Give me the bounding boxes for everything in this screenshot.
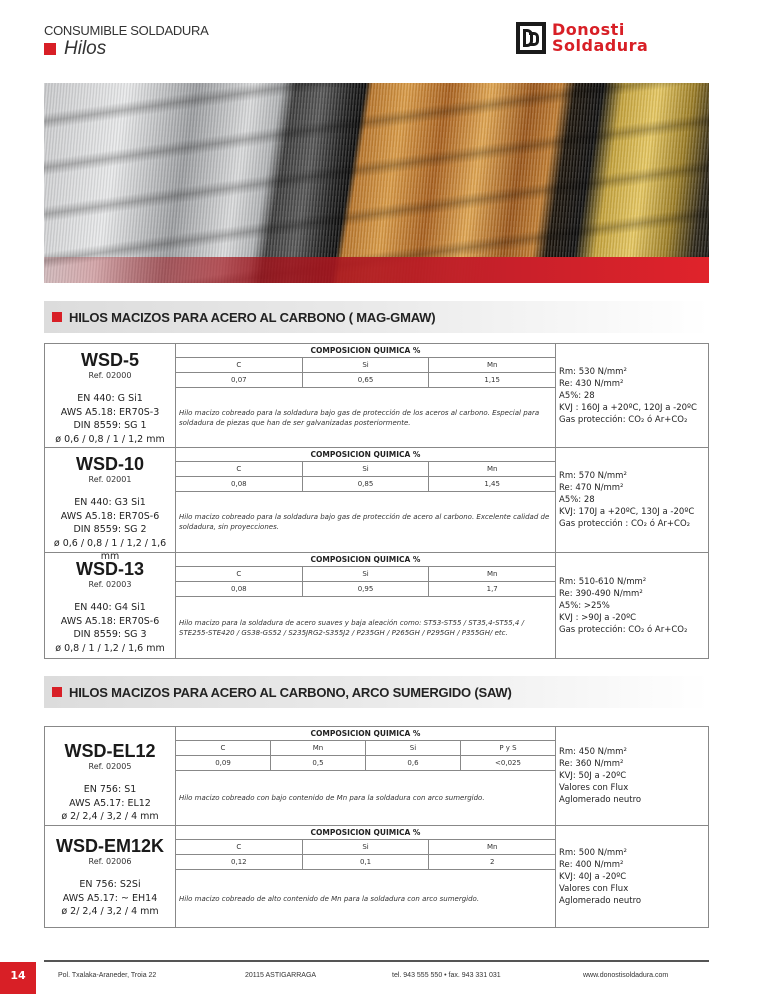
wire-spools-photo bbox=[44, 83, 709, 283]
properties-cell bbox=[556, 727, 708, 825]
properties-cell bbox=[556, 553, 708, 658]
composition-cell bbox=[176, 727, 556, 825]
element-value-row: 0,08 0,85 1,45 bbox=[176, 477, 555, 492]
product-id-cell bbox=[45, 553, 176, 658]
section-title: HILOS MACIZOS PARA ACERO AL CARBONO ( MAG-GMAW) bbox=[69, 309, 436, 325]
red-square-icon bbox=[52, 687, 62, 697]
properties-cell bbox=[556, 344, 708, 447]
product-id-cell bbox=[45, 448, 176, 562]
product-table-mag bbox=[44, 343, 709, 659]
composition-cell bbox=[176, 826, 556, 927]
product-ref: Ref. 02003 bbox=[88, 580, 132, 589]
product-name: WSD-10 bbox=[75, 454, 144, 474]
red-square-icon bbox=[44, 43, 56, 55]
footer-divider bbox=[44, 960, 709, 962]
footer-phone: tel. 943 555 550 • fax. 943 331 031 bbox=[392, 972, 501, 979]
product-id-cell bbox=[45, 826, 176, 927]
product-specs: EN 440: G Si1 AWS A5.18: ER70S-3 DIN 8559: SG 1 ø 0,6 / 0,8 / 1 / 1,2 mm bbox=[55, 393, 165, 445]
product-specs: EN 440: G4 Si1 AWS A5.18: ER70S-6 DIN 8559: SG 3 ø 0,8 / 1 / 1,2 / 1,6 mm bbox=[55, 602, 165, 654]
product-specs: EN 756: S1 AWS A5.17: EL12 ø 2/ 2,4 / 3,2 / 4 mm bbox=[61, 784, 159, 822]
element-header-row: C Si Mn bbox=[176, 567, 555, 582]
product-description: Hilo macizo cobreado de alto contenido de Mn para la soldadura con arco sumergido. bbox=[179, 894, 480, 903]
composition-title: COMPOSICION QUIMICA % bbox=[176, 727, 555, 741]
element-value-row: 0,07 0,65 1,15 bbox=[176, 373, 555, 388]
page-number: 14 bbox=[0, 962, 36, 994]
composition-title: COMPOSICION QUIMICA % bbox=[176, 553, 555, 567]
section-header-mag bbox=[44, 301, 709, 333]
product-ref: Ref. 02001 bbox=[88, 475, 132, 484]
composition-cell bbox=[176, 448, 556, 552]
element-header-row: C Mn Si P y S bbox=[176, 741, 555, 756]
mechanical-properties: Rm: 530 N/mm² Re: 430 N/mm² A5%: 28 KVJ : 160J a +20ºC, 120J a -20ºC Gas protección: CO₂ ó Ar+CO₂ bbox=[559, 366, 697, 425]
subtitle-text: Hilos bbox=[64, 38, 107, 59]
product-description: Hilo macizo cobreado para la soldadura bajo gas de protección de acero al carbono. Excelente calidad de soldadura, sin proyecciones. bbox=[179, 513, 550, 531]
product-description: Hilo macizo cobreado con bajo contenido de Mn para la soldadura con arco sumergido. bbox=[179, 794, 485, 802]
ds-logo-icon bbox=[516, 22, 546, 54]
product-row-wsd-em12k bbox=[45, 825, 708, 927]
mechanical-properties: Rm: 450 N/mm² Re: 360 N/mm² KVJ: 50J a -20ºC Valores con Flux Aglomerado neutro bbox=[559, 747, 642, 805]
element-header-row: C Si Mn bbox=[176, 462, 555, 477]
product-row-wsd-5 bbox=[45, 344, 708, 447]
product-ref: Ref. 02005 bbox=[88, 762, 132, 771]
product-description: Hilo macizo para la soldadura de acero suaves y baja aleación como: ST53-ST55 / ST35,4-ST55,4 / STE255-STE420 / GS38-GS52 / S235JRG2-S355J2 / P235GH / P265GH / P295GH / P355GH/ etc. bbox=[179, 618, 524, 637]
composition-title: COMPOSICION QUIMICA % bbox=[176, 826, 555, 840]
element-header-row: C Si Mn bbox=[176, 358, 555, 373]
product-name: WSD-EM12K bbox=[55, 836, 164, 856]
composition-title: COMPOSICION QUIMICA % bbox=[176, 344, 555, 358]
product-id-cell bbox=[45, 727, 176, 825]
product-name: WSD-13 bbox=[75, 559, 144, 579]
product-ref: Ref. 02000 bbox=[88, 371, 132, 380]
composition-title: COMPOSICION QUIMICA % bbox=[176, 448, 555, 462]
element-value-row: 0,08 0,95 1,7 bbox=[176, 582, 555, 597]
product-specs: EN 440: G3 Si1 AWS A5.18: ER70S-6 DIN 8559: SG 2 ø 0,6 / 0,8 / 1 / 1,2 / 1,6 mm bbox=[53, 497, 167, 562]
header-category: CONSUMIBLE SOLDADURA bbox=[44, 23, 209, 38]
properties-cell bbox=[556, 448, 708, 552]
footer-website[interactable]: www.donostisoldadura.com bbox=[583, 972, 669, 979]
properties-cell bbox=[556, 826, 708, 927]
composition-cell bbox=[176, 553, 556, 658]
footer-address: Pol. Txalaka-Araneder, Troia 22 bbox=[58, 972, 157, 979]
element-value-row: 0,09 0,5 0,6 <0,025 bbox=[176, 756, 555, 771]
product-description: Hilo macizo cobreado para la soldadura bajo gas de protección de los aceros al carbono. Especial para soldadura de piezas que han de ser galvanizadas posteriormente. bbox=[179, 408, 540, 427]
footer-city: 20115 ASTIGARRAGA bbox=[245, 972, 317, 979]
composition-cell bbox=[176, 344, 556, 447]
header-subtitle bbox=[44, 38, 106, 60]
logo-line2: Soldadura bbox=[552, 36, 649, 55]
mechanical-properties: Rm: 510-610 N/mm² Re: 390-490 N/mm² A5%: >25% KVJ : >90J a -20ºC Gas protección: CO₂ ó Ar+CO₂ bbox=[559, 576, 688, 635]
logo-line1: Donosti bbox=[552, 20, 625, 39]
mechanical-properties: Rm: 500 N/mm² Re: 400 N/mm² KVJ: 40J a -20ºC Valores con Flux Aglomerado neutro bbox=[559, 847, 642, 906]
section-title: HILOS MACIZOS PARA ACERO AL CARBONO, ARCO SUMERGIDO (SAW) bbox=[69, 684, 512, 700]
product-row-wsd-13 bbox=[45, 552, 708, 658]
product-name: WSD-5 bbox=[81, 350, 139, 370]
product-name: WSD-EL12 bbox=[64, 741, 156, 761]
section-header-saw bbox=[44, 676, 709, 708]
product-table-saw bbox=[44, 726, 709, 928]
mechanical-properties: Rm: 570 N/mm² Re: 470 N/mm² A5%: 28 KVJ: 170J a +20ºC, 130J a -20ºC Gas protección : CO₂ ó Ar+CO₂ bbox=[559, 471, 695, 529]
product-ref: Ref. 02006 bbox=[88, 857, 132, 866]
product-row-wsd-el12 bbox=[45, 727, 708, 825]
element-value-row: 0,12 0,1 2 bbox=[176, 855, 555, 870]
product-specs: EN 756: S2Si AWS A5.17: ~ EH14 ø 2/ 2,4 / 3,2 / 4 mm bbox=[61, 879, 159, 917]
red-square-icon bbox=[52, 312, 62, 322]
product-id-cell bbox=[45, 344, 176, 447]
element-header-row: C Si Mn bbox=[176, 840, 555, 855]
company-logo bbox=[516, 22, 648, 54]
product-row-wsd-10 bbox=[45, 447, 708, 562]
logo-text bbox=[552, 22, 648, 54]
red-band bbox=[44, 257, 709, 283]
